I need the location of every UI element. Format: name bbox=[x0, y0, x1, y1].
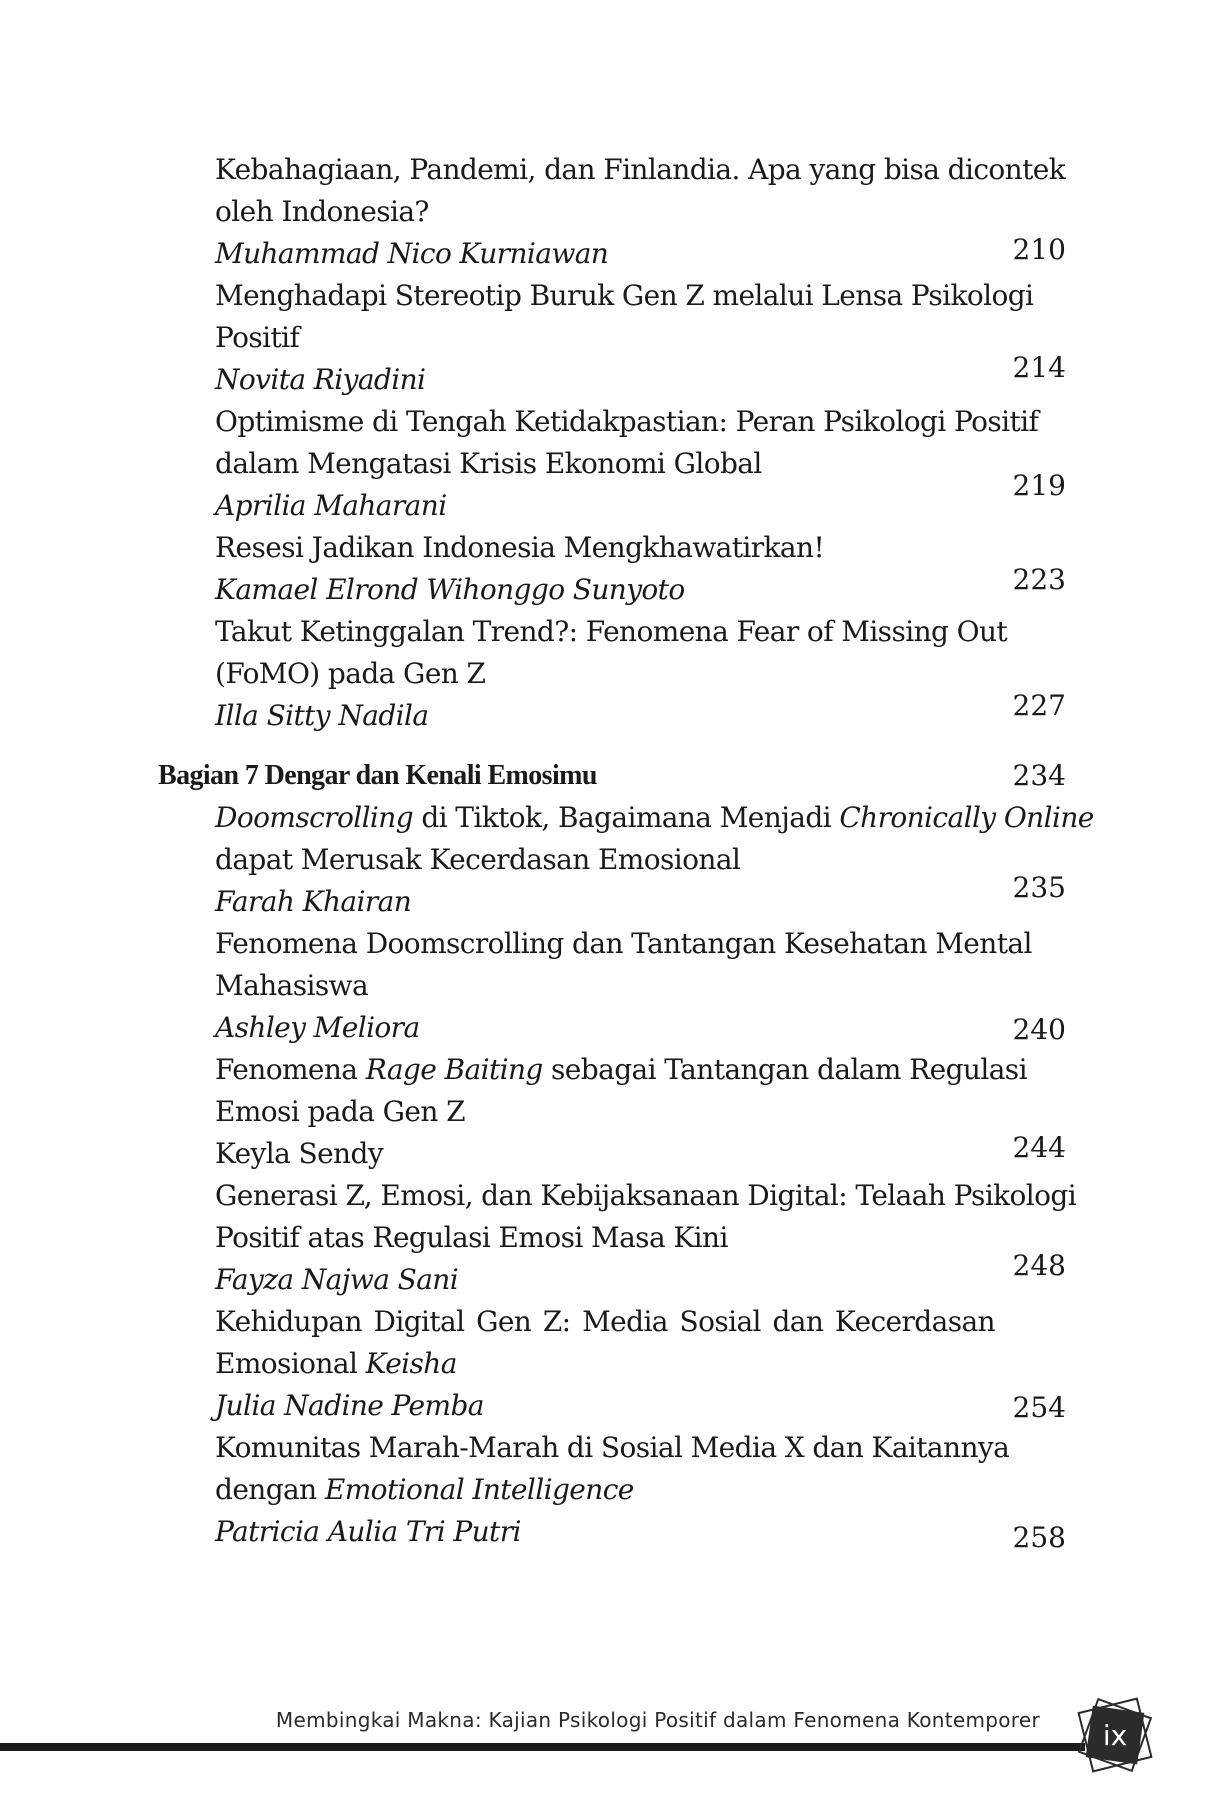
toc-entry-title bbox=[215, 1470, 634, 1510]
toc-page-number: 219 bbox=[1012, 469, 1066, 502]
toc-entry-title: Generasi Z, Emosi, dan Kebijaksanaan Digital: Telaah Psikologi bbox=[215, 1179, 1077, 1212]
toc-entry-title: Takut Ketinggalan Trend?: Fenomena Fear of Missing Out bbox=[215, 615, 1008, 648]
toc-entry-title: Kebahagiaan, Pandemi, dan Finlandia. Apa yang bisa dicontek bbox=[215, 153, 1066, 186]
title-plain: sebagai Tantangan dalam Regulasi bbox=[542, 1053, 1027, 1086]
section-heading: Bagian 7 Dengar dan Kenali Emosimu bbox=[158, 760, 597, 791]
toc-entry-title: Optimisme di Tengah Ketidakpastian: Peran Psikologi Positif bbox=[215, 405, 1039, 438]
toc-page-number: 227 bbox=[1012, 689, 1066, 722]
title-italic: Emotional Intelligence bbox=[324, 1473, 634, 1506]
page-number-badge bbox=[1075, 1695, 1155, 1775]
toc-page-number: 258 bbox=[1012, 1521, 1066, 1554]
toc-entry-author: Ashley Meliora bbox=[215, 1011, 420, 1044]
page-roman-numeral: ix bbox=[1102, 1719, 1128, 1752]
toc-entry-author: Keyla Sendy bbox=[215, 1137, 384, 1170]
toc-entry-title: Mahasiswa bbox=[215, 969, 369, 1002]
toc-entry-author: Aprilia Maharani bbox=[215, 489, 447, 522]
toc-entry-title: Positif atas Regulasi Emosi Masa Kini bbox=[215, 1221, 728, 1254]
title-plain: dengan bbox=[215, 1473, 325, 1506]
title-italic: Doomscrolling bbox=[215, 801, 414, 834]
toc-entry-title: Fenomena Doomscrolling dan Tantangan Kesehatan Mental bbox=[215, 927, 1032, 960]
toc-entry-title: Komunitas Marah-Marah di Sosial Media X dan Kaitannya bbox=[215, 1431, 1010, 1464]
toc-page-number: 248 bbox=[1012, 1249, 1066, 1282]
footer-rule bbox=[0, 1743, 1085, 1751]
title-italic: Rage Baiting bbox=[365, 1053, 543, 1086]
toc-entry-title bbox=[215, 1050, 1027, 1090]
toc-entry-title: dalam Mengatasi Krisis Ekonomi Global bbox=[215, 447, 762, 480]
section-page-number: 234 bbox=[1012, 759, 1066, 792]
title-italic: Keisha bbox=[365, 1347, 457, 1380]
toc-page-number: 244 bbox=[1012, 1131, 1066, 1164]
title-plain: Fenomena bbox=[215, 1053, 366, 1086]
toc-entry-author: Farah Khairan bbox=[215, 885, 412, 918]
toc-page-number: 210 bbox=[1012, 233, 1066, 266]
toc-entry-title: Emosi pada Gen Z bbox=[215, 1095, 465, 1128]
toc-entry-title bbox=[215, 1344, 457, 1384]
toc-entry-author: Muhammad Nico Kurniawan bbox=[215, 237, 609, 270]
toc-entry-author: Fayza Najwa Sani bbox=[215, 1263, 459, 1296]
footer-book-title: Membingkai Makna: Kajian Psikologi Positif dalam Fenomena Kontemporer bbox=[275, 1708, 1040, 1732]
toc-entry-author: Kamael Elrond Wihonggo Sunyoto bbox=[215, 573, 685, 606]
toc-page-number: 254 bbox=[1012, 1391, 1066, 1424]
toc-page-number: 223 bbox=[1012, 563, 1066, 596]
toc-entry-author: Julia Nadine Pemba bbox=[215, 1389, 484, 1422]
page-badge-frame-icon bbox=[1075, 1695, 1155, 1775]
toc-entry-author: Illa Sitty Nadila bbox=[215, 699, 429, 732]
toc-entry-author: Patricia Aulia Tri Putri bbox=[215, 1515, 521, 1548]
toc-page-number: 235 bbox=[1012, 871, 1066, 904]
toc-entry-title: Resesi Jadikan Indonesia Mengkhawatirkan! bbox=[215, 531, 825, 564]
title-plain: di Tiktok, Bagaimana Menjadi bbox=[413, 801, 840, 834]
toc-entry-title bbox=[215, 798, 1094, 838]
toc-page-number: 240 bbox=[1012, 1013, 1066, 1046]
toc-entry-title: oleh Indonesia? bbox=[215, 195, 429, 228]
toc-entry-title: Menghadapi Stereotip Buruk Gen Z melalui Lensa Psikologi bbox=[215, 279, 1034, 312]
toc-entry-title: dapat Merusak Kecerdasan Emosional bbox=[215, 843, 741, 876]
title-plain: Emosional bbox=[215, 1347, 366, 1380]
toc-entry-title: (FoMO) pada Gen Z bbox=[215, 657, 486, 690]
toc-entry-title: Kehidupan Digital Gen Z: Media Sosial dan Kecerdasan bbox=[215, 1305, 995, 1338]
title-italic: Chronically Online bbox=[839, 801, 1094, 834]
toc-entry-title: Positif bbox=[215, 321, 300, 354]
toc-entry-author: Novita Riyadini bbox=[215, 363, 426, 396]
toc-page-number: 214 bbox=[1012, 351, 1066, 384]
